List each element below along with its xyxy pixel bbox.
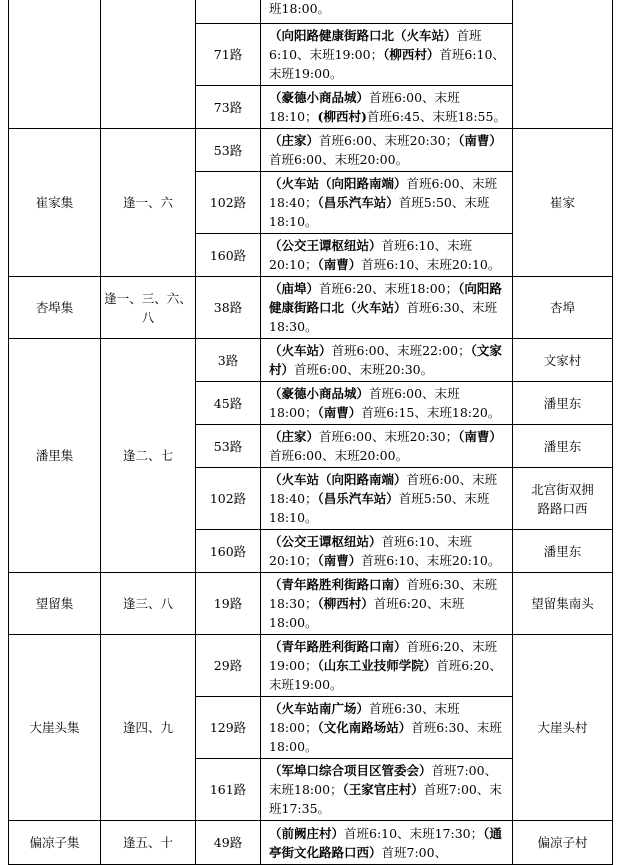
stop-name-segment: （南曹）: [317, 553, 362, 568]
time-segment: 首班6:30、末班18:30。: [269, 300, 498, 334]
time-segment: 首班6:30、末班18:00；: [269, 701, 460, 735]
schedule-cell: [261, 172, 513, 234]
table-row: [9, 573, 613, 635]
stop-cell: 潘里东: [513, 530, 613, 573]
stop-name-segment: （青年路胜利街路口南）: [269, 577, 407, 592]
stop-cell: 文家村: [513, 339, 613, 382]
time-segment: 首班6:00、末班20:00。: [269, 152, 409, 167]
dates-cell: 逢一、三、六、八: [101, 277, 196, 339]
schedule-cell: [261, 234, 513, 277]
stop-name-segment: （豪德小商品城）: [269, 90, 370, 105]
time-segment: 首班6:30、末班18:30；: [269, 577, 498, 611]
stop-name-segment: （火车站（向阳路南端）: [269, 176, 407, 191]
route-cell: 38路: [196, 277, 261, 339]
time-segment: 首班6:00、末班18:10；: [269, 90, 460, 124]
stop-name-segment: （公交王谭枢纽站）: [269, 238, 382, 253]
time-segment: 首班6:00、末班20:30；: [319, 133, 459, 148]
route-cell: 160路: [196, 530, 261, 573]
route-cell: 161路: [196, 759, 261, 821]
route-cell: 73路: [196, 86, 261, 129]
stop-name-segment: （南曹）: [317, 257, 362, 272]
time-segment: 首班6:00、末班20:30；: [319, 429, 459, 444]
table-row: [9, 339, 613, 382]
time-segment: 首班6:20、末班18:00。: [269, 596, 465, 630]
bus-schedule-table: [8, 0, 613, 865]
time-segment: 首班6:20、末班19:00。: [269, 658, 502, 692]
dates-cell: 逢一、六: [101, 129, 196, 277]
dates-cell: 逢二、七: [101, 339, 196, 573]
stop-name-segment: （通亭街文化路路口西）: [269, 825, 502, 860]
schedule-cell: [261, 468, 513, 530]
schedule-cell: [261, 635, 513, 697]
table-row: [9, 129, 613, 172]
time-segment: 首班5:50、末班18:10。: [269, 195, 490, 229]
stop-name-segment: （文家村）: [269, 343, 502, 377]
schedule-cell: [261, 530, 513, 573]
stop-cell: 潘里东: [513, 425, 613, 468]
market-cell: 偏凉子集: [9, 821, 101, 865]
route-cell: 129路: [196, 697, 261, 759]
time-segment: 首班6:00、末班20:30。: [294, 362, 434, 377]
route-cell: 102路: [196, 468, 261, 530]
route-cell: 29路: [196, 635, 261, 697]
stop-name-segment: （昌乐汽车站）: [317, 195, 399, 210]
route-cell: 71路: [196, 24, 261, 86]
market-cell: 崔家集: [9, 129, 101, 277]
time-segment: 首班6:10、末班17:30；: [344, 825, 484, 841]
schedule-cell: [261, 573, 513, 635]
stop-cell: 杏埠: [513, 277, 613, 339]
stop-cell: 崔家: [513, 129, 613, 277]
time-segment: 首班6:10、末班19:00。: [269, 47, 505, 81]
time-segment: 首班6:00、末班22:00；: [331, 343, 471, 358]
schedule-cell: [261, 339, 513, 382]
schedule-cell: [261, 425, 513, 468]
schedule-cell: [261, 0, 513, 24]
schedule-cell: [261, 86, 513, 129]
stop-name-segment: （公交王谭枢纽站）: [269, 534, 382, 549]
dates-cell: 逢五、十: [101, 821, 196, 865]
stop-cell: 北宫街双拥路路口西: [513, 468, 613, 530]
schedule-cell: [261, 697, 513, 759]
time-segment: 首班7:00、末班18:00；: [269, 763, 498, 797]
stop-name-segment: （向阳路健康街路口北（火车站）: [269, 281, 502, 315]
table-row: [9, 0, 613, 24]
route-cell: 49路: [196, 821, 261, 865]
schedule-cell: [261, 277, 513, 339]
time-segment: 首班6:10、末班19:00；: [269, 28, 482, 62]
route-cell: 160路: [196, 234, 261, 277]
time-segment: 首班6:20、末班18:00；: [319, 281, 459, 296]
stop-name-segment: （柳西村）: [317, 596, 374, 611]
time-segment: 首班6:20、末班19:00；: [269, 639, 498, 673]
schedule-cell: [261, 24, 513, 86]
stop-name-segment: （南曹）: [458, 429, 502, 444]
stop-name-segment: （火车站）: [269, 343, 332, 358]
stop-name-segment: （庄家）: [269, 133, 320, 148]
stop-name-segment: （青年路胜利街路口南）: [269, 639, 407, 654]
time-segment: 首班6:10、末班20:10。: [361, 553, 501, 568]
market-cell: 杏埠集: [9, 277, 101, 339]
stop-name-segment: （南曹）: [317, 405, 362, 420]
stop-name-segment: （昌乐汽车站）: [317, 491, 399, 506]
time-segment: 首班6:00、末班18:40；: [269, 176, 498, 210]
stop-cell: 望留集南头: [513, 573, 613, 635]
dates-cell: 逢三、八: [101, 573, 196, 635]
stop-cell: 偏凉子村: [513, 821, 613, 865]
route-cell: 53路: [196, 425, 261, 468]
route-cell: 19路: [196, 573, 261, 635]
time-segment: 首班6:00、末班18:40；: [269, 472, 498, 506]
stop-name-segment: （向阳路健康街路口北（火车站）: [269, 28, 457, 43]
route-cell: 102路: [196, 172, 261, 234]
stop-name-segment: (柳西村): [317, 109, 367, 124]
stop-name-segment: （火车站（向阳路南端）: [269, 472, 407, 487]
time-segment: 首班6:30、末班18:00。: [269, 720, 502, 754]
time-segment: 首班5:50、末班18:10。: [269, 491, 490, 525]
stop-name-segment: （前阙庄村）: [269, 825, 345, 841]
stop-name-segment: （庙埠）: [269, 281, 320, 296]
dates-cell: 逢四、九: [101, 635, 196, 821]
market-cell: [9, 0, 101, 129]
time-segment: 首班6:15、末班18:20。: [361, 405, 501, 420]
time-segment: 首班6:10、末班20:10。: [361, 257, 501, 272]
route-cell: 53路: [196, 129, 261, 172]
table-row: [9, 277, 613, 339]
time-segment: 首班6:10、末班20:10；: [269, 534, 473, 568]
stop-name-segment: （王家官庄村）: [342, 782, 424, 797]
stop-cell: 潘里东: [513, 382, 613, 425]
time-segment: 首班6:00、末班20:00。: [269, 448, 409, 463]
time-segment: 首班6:45、末班18:55。: [366, 109, 506, 124]
stop-name-segment: （军埠口综合项目区管委会）: [269, 763, 432, 778]
stop-name-segment: （柳西村）: [383, 47, 440, 62]
schedule-cell: [261, 382, 513, 425]
time-segment: 班18:00。: [269, 0, 331, 16]
market-cell: 大崖头集: [9, 635, 101, 821]
time-segment: 首班6:10、末班20:10；: [269, 238, 473, 272]
time-segment: 首班7:00、末班17:35。: [269, 782, 502, 816]
stop-cell: 大崖头村: [513, 635, 613, 821]
stop-name-segment: （南曹）: [458, 133, 502, 148]
stop-name-segment: （文化南路场站）: [317, 720, 412, 735]
route-cell: 45路: [196, 382, 261, 425]
route-cell: [196, 0, 261, 24]
stop-name-segment: （山东工业技师学院）: [317, 658, 437, 673]
stop-name-segment: （豪德小商品城）: [269, 386, 370, 401]
schedule-cell: [261, 129, 513, 172]
market-cell: 望留集: [9, 573, 101, 635]
table-row: [9, 635, 613, 697]
schedule-cell: [261, 759, 513, 821]
stop-name-segment: （庄家）: [269, 429, 320, 444]
dates-cell: [101, 0, 196, 129]
stop-name-segment: （火车站南广场）: [269, 701, 370, 716]
market-cell: 潘里集: [9, 339, 101, 573]
route-cell: 3路: [196, 339, 261, 382]
stop-cell: [513, 0, 613, 129]
time-segment: 首班6:00、末班18:00；: [269, 386, 460, 420]
time-segment: 首班7:00、: [381, 844, 448, 860]
